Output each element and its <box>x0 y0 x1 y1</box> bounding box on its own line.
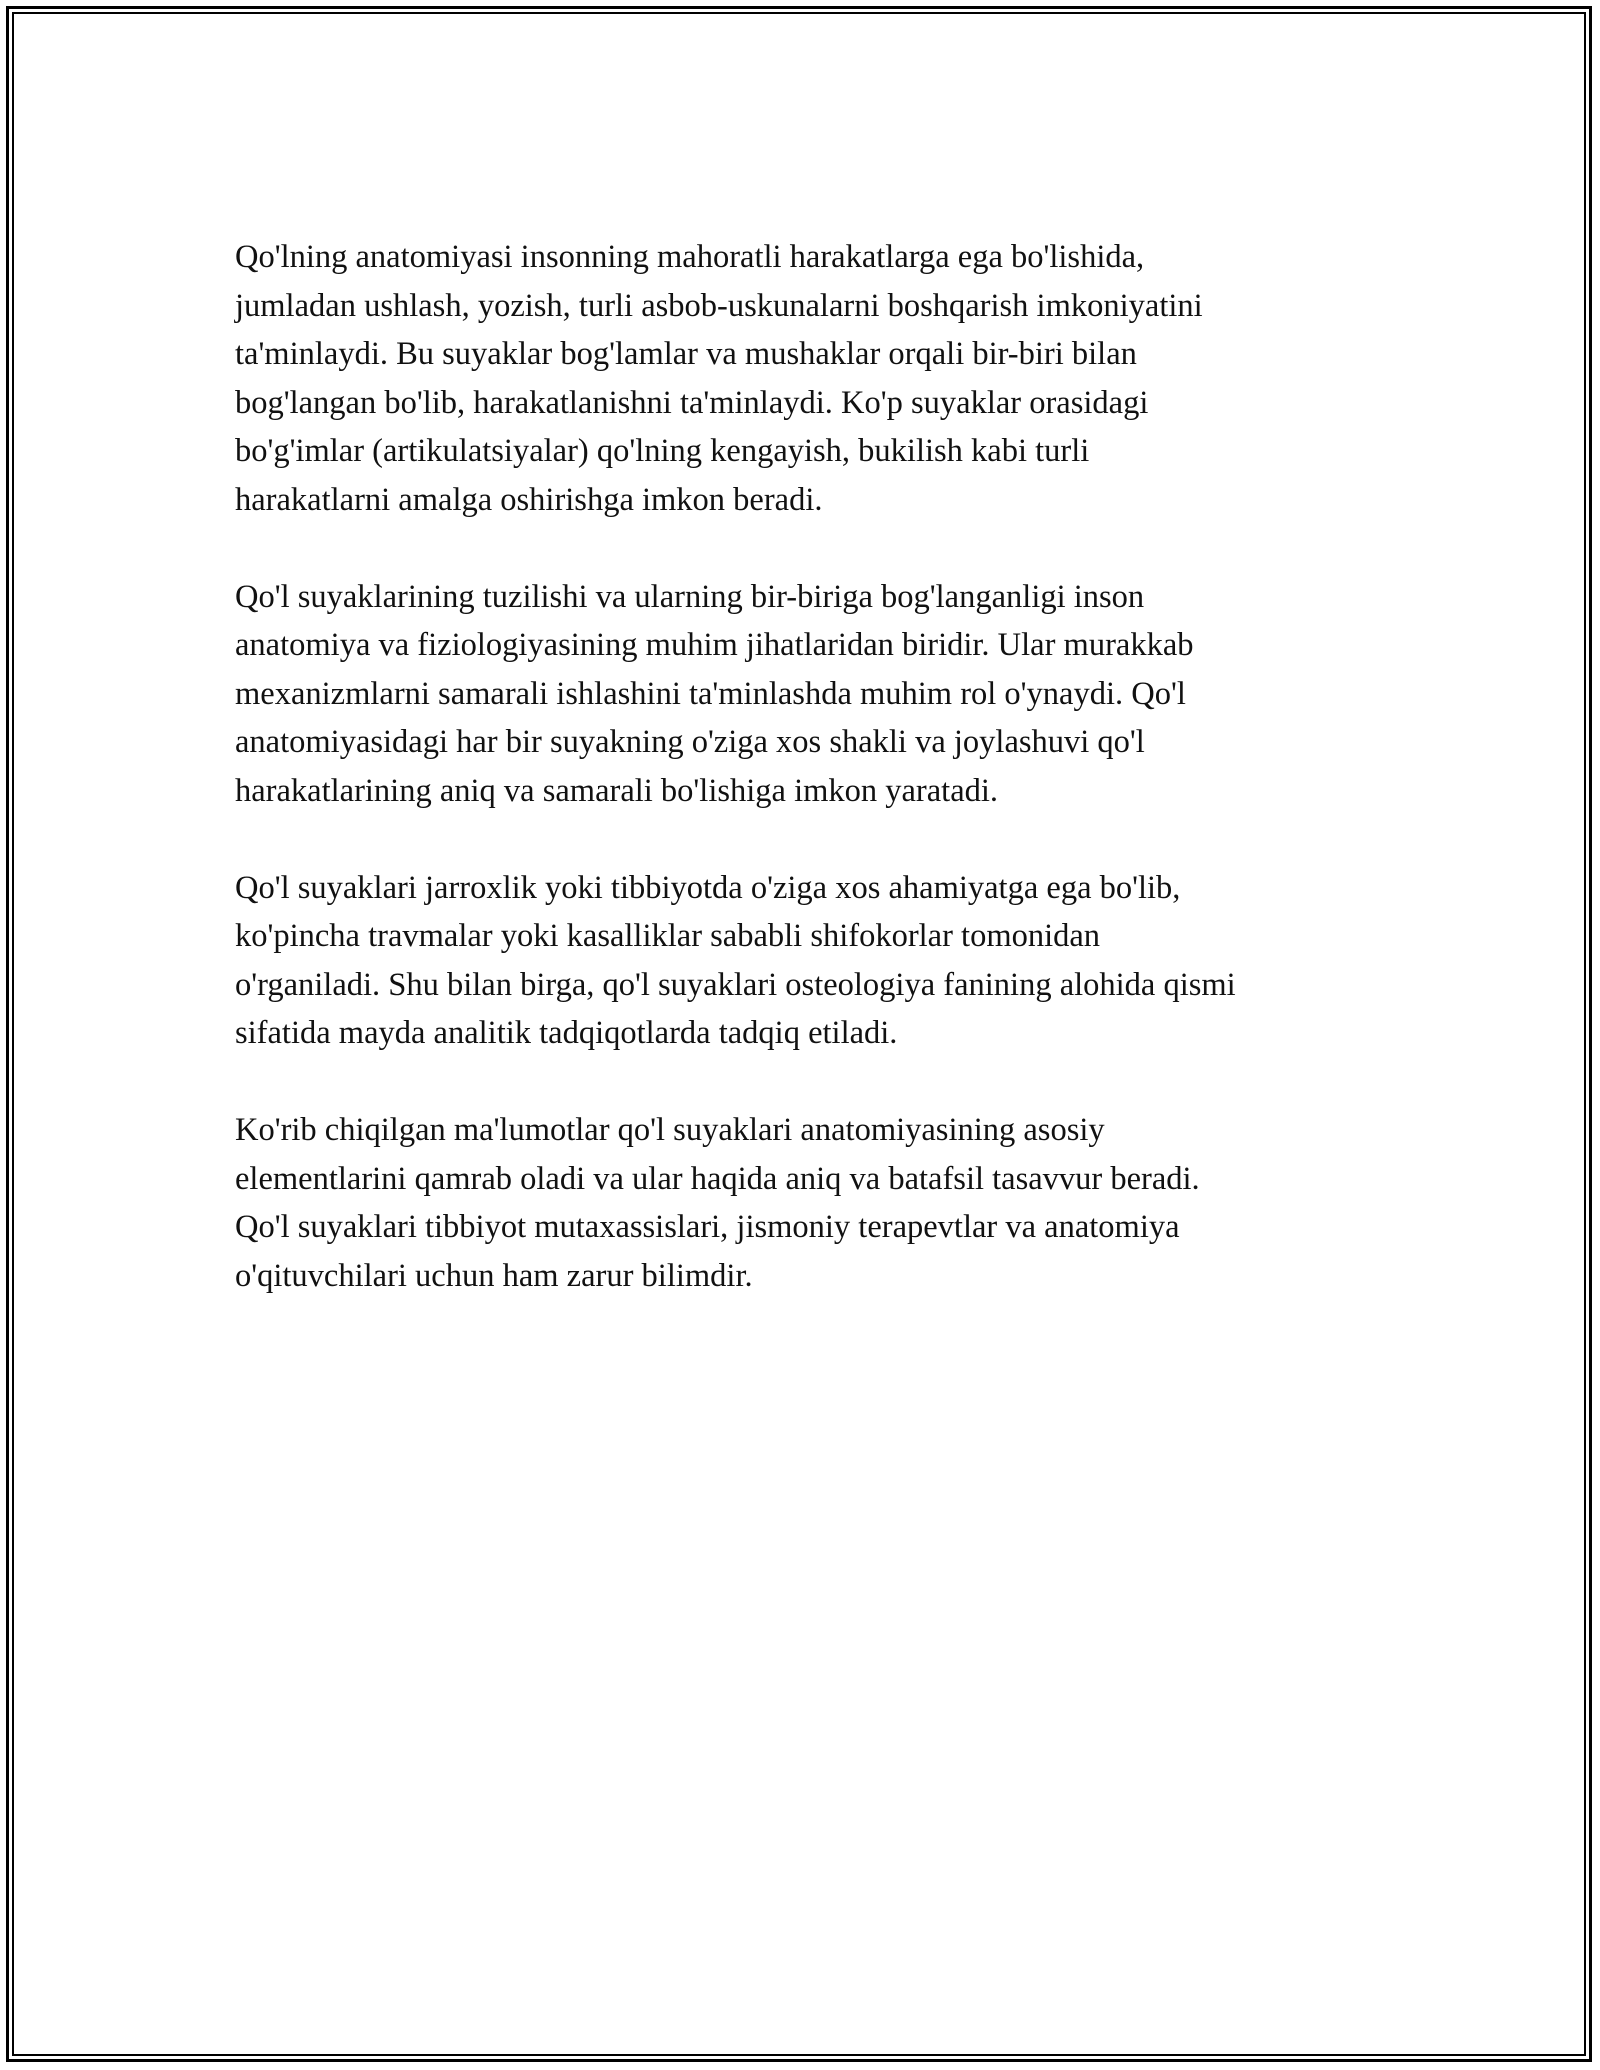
paragraph: Qo'l suyaklarining tuzilishi va ularning bir-biriga bog'langanligi inson anatomiya va fiziologiyasining muhim jihatlaridan biridir. Ular murakkab mexanizmlarni samarali ishlashini ta'minlashda muhim rol o'ynaydi. Qo'l anatomiyasidagi har bir suyakning o'ziga xos shakli va joylashuvi qo'l harakatlarining aniq va samarali bo'lishiga imkon yaratadi. <box>235 578 1194 809</box>
paragraph: Qo'l suyaklari jarroxlik yoki tibbiyotda o'ziga xos ahamiyatga ega bo'lib, ko'pincha travmalar yoki kasalliklar sababli shifokorlar tomonidan o'rganiladi. Shu bilan birga, qo'l suyaklari osteologiya fanining alohida qismi sifatida mayda analitik tadqiqotlarda tadqiq etiladi. <box>235 869 1236 1051</box>
paragraph: Qo'lning anatomiyasi insonning mahoratli harakatlarga ega bo'lishida, jumladan ushlash, yozish, turli asbob-uskunalarni boshqarish imkoniyatini ta'minlaydi. Bu suyaklar bog'lamlar va mushaklar orqali bir-biri bilan bog'langan bo'lib, harakatlanishni ta'minlaydi. Ko'p suyaklar orasidagi bo'g'imlar (artikulatsiyalar) qo'lning kengayish, bukilish kabi turli harakatlarni amalga oshirishga imkon beradi. <box>235 239 1203 518</box>
paragraph: Ko'rib chiqilgan ma'lumotlar qo'l suyaklari anatomiyasining asosiy elementlarini qamrab oladi va ular haqida aniq va batafsil tasavvur beradi. Qo'l suyaklari tibbiyot mutaxassislari, jismoniy terapevtlar va anatomiya o'qituvchilari uchun ham zarur bilimdir. <box>235 1112 1200 1294</box>
document-body <box>235 233 1395 1349</box>
